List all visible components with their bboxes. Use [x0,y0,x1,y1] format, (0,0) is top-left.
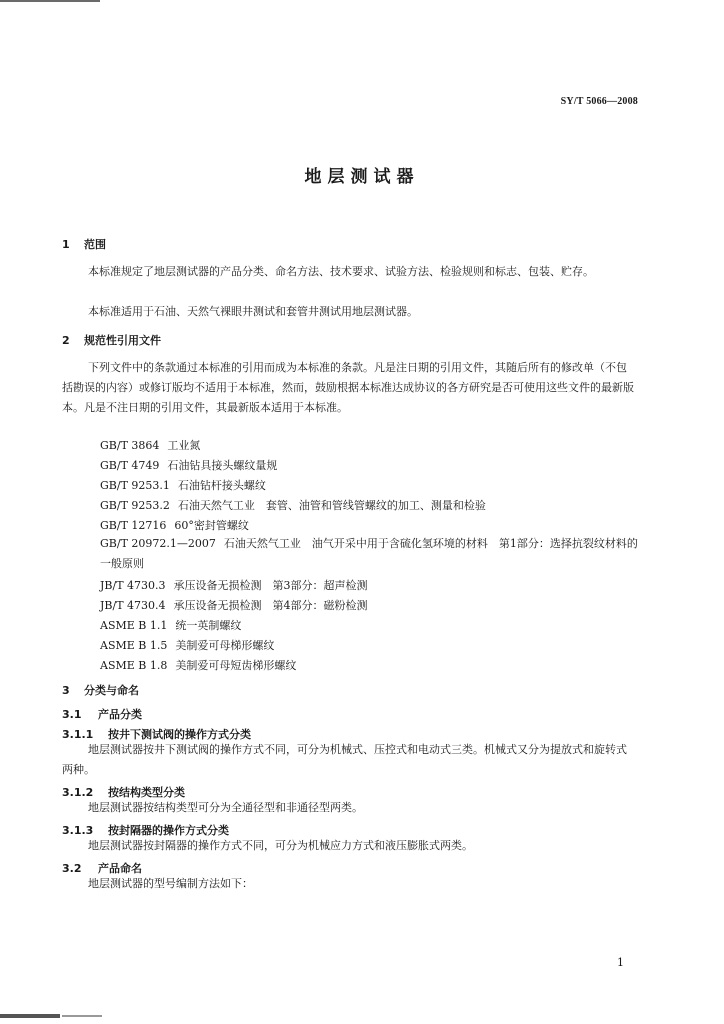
section-title: 按封隔器的操作方式分类 [108,824,229,837]
reference-item [100,534,640,574]
scan-artifact-rule [0,0,100,2]
reference-title: 承压设备无损检测 第4部分：磁粉检测 [173,599,368,612]
reference-title: 美制爱可母梯形螺纹 [175,639,275,652]
reference-title: 石油天然气工业 油气开采中用于含硫化氢环境的材料 第1部分：选择抗裂纹材料的一般原则 [100,537,638,570]
scan-artifact-footer [0,1014,60,1018]
section-number: 3.2 [62,862,82,875]
section-number: 3.1 [62,708,82,721]
subsection-3-1-1-paragraph: 地层测试器按井下测试阀的操作方式不同，可分为机械式、压控式和电动式三类。机械式又分为提放式和旋转式两种。 [62,743,627,776]
reference-code: GB/T 3864 [100,439,160,452]
reference-code: GB/T 4749 [100,459,160,472]
reference-item [100,658,296,674]
section-title: 按结构类型分类 [108,786,185,799]
reference-code: JB/T 4730.4 [100,599,166,612]
page-number: 1 [617,956,624,969]
reference-code: GB/T 20972.1—2007 [100,537,216,550]
subsection-3-2-paragraph: 地层测试器的型号编制方法如下： [88,877,253,890]
reference-item [100,598,368,614]
section-number: 3.1.3 [62,824,94,837]
section-number: 3.1.1 [62,728,94,741]
scan-artifact-footer-2 [62,1015,102,1017]
reference-item [100,438,200,454]
reference-item [100,478,266,494]
subsection-3-1-3-paragraph: 地层测试器按封隔器的操作方式不同，可分为机械应力方式和液压膨胀式两类。 [88,839,473,852]
section-title: 范围 [84,238,106,251]
reference-item [100,498,486,514]
reference-code: GB/T 9253.1 [100,479,170,492]
reference-code: ASME B 1.8 [100,659,168,672]
standard-code: SY/T 5066—2008 [560,96,638,107]
document-title: 地层测试器 [304,167,420,187]
section-title: 按井下测试阀的操作方式分类 [108,728,251,741]
section-2-paragraph: 下列文件中的条款通过本标准的引用而成为本标准的条款。凡是注日期的引用文件，其随后所有的修改单（不包括勘误的内容）或修订版均不适用于本标准，然而，鼓励根据本标准达成协议的各方研究是否可使用这些文件的最新版本。凡是不注日期的引用文件，其最新版本适用于本标准。 [62,361,634,414]
section-number: 3.1.2 [62,786,94,799]
reference-title: 石油天然气工业 套管、油管和管线管螺纹的加工、测量和检验 [177,499,486,512]
section-title: 产品命名 [98,862,142,875]
reference-code: GB/T 9253.2 [100,499,170,512]
reference-code: JB/T 4730.3 [100,579,166,592]
section-3-heading [62,682,139,698]
subsection-3-1-heading [62,706,142,722]
section-title: 产品分类 [98,708,142,721]
reference-code: ASME B 1.5 [100,639,168,652]
reference-title: 统一英制螺纹 [175,619,242,632]
subsection-3-1-2-paragraph: 地层测试器按结构类型可分为全通径型和非通径型两类。 [88,801,363,814]
section-1-heading [62,236,106,252]
reference-item [100,618,241,634]
section-title: 分类与命名 [84,684,139,697]
reference-item [100,518,249,534]
section-1-paragraph-1: 本标准规定了地层测试器的产品分类、命名方法、技术要求、试验方法、检验规则和标志、包装、贮存。 [88,265,594,278]
reference-code: ASME B 1.1 [100,619,168,632]
section-number: 2 [62,334,70,347]
reference-code: GB/T 12716 [100,519,167,532]
section-2-heading [62,332,161,348]
reference-item [100,458,277,474]
reference-title: 工业氮 [167,439,201,452]
reference-item [100,578,368,594]
reference-title: 石油钻具接头螺纹量规 [167,459,278,472]
section-number: 1 [62,238,70,251]
reference-title: 承压设备无损检测 第3部分：超声检测 [173,579,368,592]
reference-title: 石油钻杆接头螺纹 [177,479,266,492]
reference-item [100,638,274,654]
reference-title: 60°密封管螺纹 [174,519,249,532]
section-number: 3 [62,684,70,697]
section-title: 规范性引用文件 [84,334,161,347]
reference-title: 美制爱可母短齿梯形螺纹 [175,659,297,672]
section-1-paragraph-2: 本标准适用于石油、天然气裸眼井测试和套管井测试用地层测试器。 [88,305,418,318]
